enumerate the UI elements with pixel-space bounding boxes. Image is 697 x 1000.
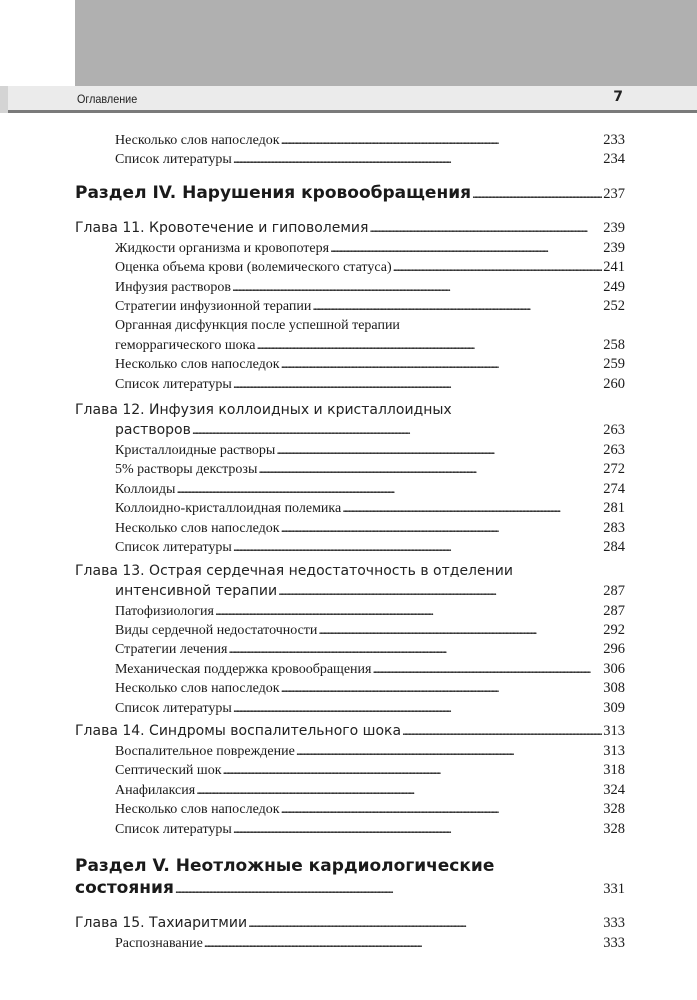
toc-item[interactable]: Распознавание . . . 333 xyxy=(75,934,625,953)
toc-item[interactable]: Несколько слов напоследок . . . 308 xyxy=(75,679,625,698)
table-of-contents xyxy=(75,131,625,953)
toc-chapter-12[interactable]: Глава 12. Инфузия коллоидных и кристаллоидных xyxy=(75,402,452,419)
toc-chapter-12-continued[interactable]: растворов . . . 263 xyxy=(75,420,625,441)
header-left-mark xyxy=(0,86,8,113)
running-header xyxy=(0,86,697,113)
toc-item[interactable]: 5% растворы декстрозы . . . 272 xyxy=(75,460,625,479)
toc-item[interactable]: Воспалительное повреждение . . . 313 xyxy=(75,742,625,761)
toc-item[interactable]: Коллоидно-кристаллоидная полемика . . . 281 xyxy=(75,499,625,518)
toc-item[interactable]: Несколько слов напоследок . . . 233 xyxy=(75,131,625,150)
toc-chapter-11[interactable]: Глава 11. Кровотечение и гиповолемия . . . 239 xyxy=(75,218,625,239)
toc-chapter-13-continued[interactable]: интенсивной терапии . . . 287 xyxy=(75,581,625,602)
toc-item[interactable]: Оценка объема крови (волемического статуса) . . . 241 xyxy=(75,258,625,277)
toc-item[interactable]: Патофизиология . . . 287 xyxy=(75,602,625,621)
toc-section-5-continued[interactable]: состояния . . . 331 xyxy=(75,877,625,901)
toc-item[interactable]: Несколько слов напоследок . . . 259 xyxy=(75,355,625,374)
toc-item[interactable]: Инфузия растворов . . . 249 xyxy=(75,278,625,297)
toc-item-multiline-first[interactable]: Органная дисфункция после успешной терапии xyxy=(115,318,400,334)
toc-item[interactable]: Виды сердечной недостаточности . . . 292 xyxy=(75,621,625,640)
toc-item[interactable]: Список литературы . . . 234 xyxy=(75,150,625,169)
toc-item[interactable]: Механическая поддержка кровообращения . . . 306 xyxy=(75,660,625,679)
toc-chapter-13[interactable]: Глава 13. Острая сердечная недостаточность в отделении xyxy=(75,562,513,579)
toc-item[interactable]: Список литературы . . . 284 xyxy=(75,538,625,557)
toc-item[interactable]: Стратегии инфузионной терапии . . . 252 xyxy=(75,297,625,316)
toc-item[interactable]: Стратегии лечения . . . 296 xyxy=(75,640,625,659)
header-title: Оглавление xyxy=(77,92,138,106)
toc-item[interactable]: Коллоиды . . . 274 xyxy=(75,480,625,499)
toc-chapter-14[interactable]: Глава 14. Синдромы воспалительного шока . . . 313 xyxy=(75,721,625,742)
toc-section-4[interactable]: Раздел IV. Нарушения кровообращения . . . 237 xyxy=(75,182,625,206)
toc-item[interactable]: Несколько слов напоследок . . . 283 xyxy=(75,519,625,538)
toc-item[interactable]: геморрагического шока . . . 258 xyxy=(75,336,625,355)
toc-item[interactable]: Несколько слов напоследок . . . 328 xyxy=(75,800,625,819)
toc-section-5[interactable]: Раздел V. Неотложные кардиологические xyxy=(75,855,495,876)
toc-item[interactable]: Анафилаксия . . . 324 xyxy=(75,781,625,800)
header-page-number: 7 xyxy=(613,89,623,105)
toc-item[interactable]: Список литературы . . . 328 xyxy=(75,820,625,839)
toc-item[interactable]: Жидкости организма и кровопотеря . . . 239 xyxy=(75,239,625,258)
toc-item[interactable]: Кристаллоидные растворы . . . 263 xyxy=(75,441,625,460)
toc-chapter-15[interactable]: Глава 15. Тахиаритмии . . . 333 xyxy=(75,913,625,934)
top-gray-band xyxy=(75,0,697,86)
toc-item[interactable]: Список литературы . . . 260 xyxy=(75,375,625,394)
toc-item[interactable]: Септический шок . . . 318 xyxy=(75,761,625,780)
toc-item[interactable]: Список литературы . . . 309 xyxy=(75,699,625,718)
